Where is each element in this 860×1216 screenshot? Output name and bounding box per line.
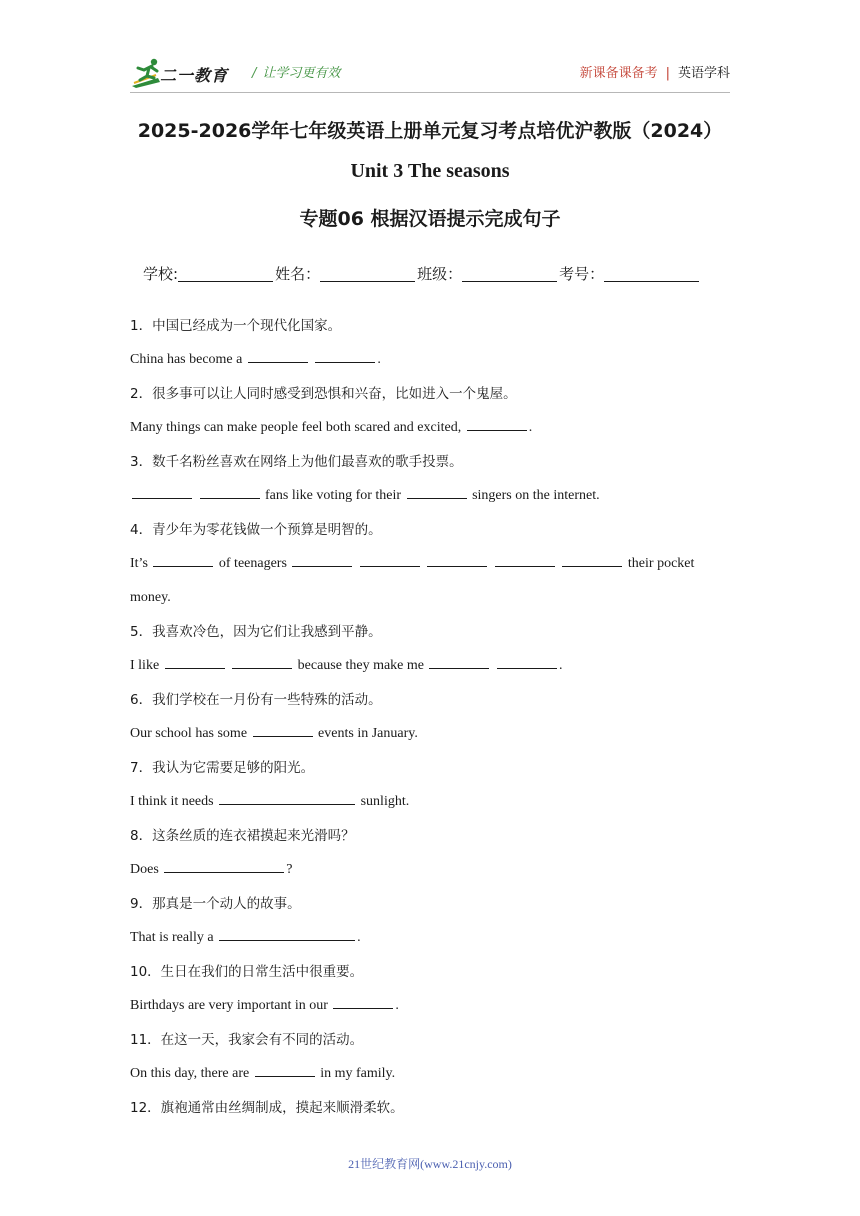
- question-11-sentence: [130, 1057, 730, 1091]
- unit-title: Unit 3 The seasons: [350, 160, 510, 182]
- question-1-sentence: [130, 343, 730, 377]
- footer-source[interactable]: 21世纪教育网(www.21cnjy.com): [348, 1157, 512, 1171]
- question-8-sentence: [130, 853, 730, 887]
- question-11-text: On this day, there are: [130, 1066, 250, 1081]
- answer-blank[interactable]: [164, 858, 284, 873]
- question-1-prompt: 1．中国已经成为一个现代化国家。: [130, 318, 342, 334]
- question-10-prompt: 10．生日在我们的日常生活中很重要。: [130, 964, 364, 980]
- slash-divider-icon: /: [252, 66, 257, 81]
- question-9-sentence: [130, 921, 730, 955]
- question-3-prompt: 3．数千名粉丝喜欢在网络上为他们最喜欢的歌手投票。: [130, 454, 463, 470]
- name-label: 姓名：: [275, 265, 321, 283]
- logo-text: 二一教育: [160, 66, 229, 85]
- question-4-text: It’s: [130, 556, 148, 571]
- student-info-row: [143, 263, 701, 284]
- page-header: [130, 52, 730, 92]
- question-2-text: Many things can make people feel both scared and excited,: [130, 420, 462, 435]
- document-title: 2025-2026学年七年级英语上册单元复习考点培优沪教版（2024）: [137, 120, 723, 142]
- answer-blank[interactable]: [360, 552, 420, 567]
- answer-blank[interactable]: [165, 654, 225, 669]
- answer-blank[interactable]: [253, 722, 313, 737]
- question-10-sentence: [130, 989, 730, 1023]
- answer-blank[interactable]: [562, 552, 622, 567]
- answer-blank[interactable]: [232, 654, 292, 669]
- header-divider: [130, 92, 730, 93]
- question-2-sentence: [130, 411, 730, 445]
- question-6-text: Our school has some: [130, 726, 248, 741]
- class-blank[interactable]: [462, 265, 557, 282]
- question-4-text-mid: of teenagers: [218, 556, 287, 571]
- question-2-end: .: [528, 420, 533, 435]
- brand-logo: [130, 56, 242, 90]
- question-3-text: fans like voting for their: [265, 488, 402, 503]
- answer-blank[interactable]: [427, 552, 487, 567]
- question-4-text-end: their pocket: [627, 556, 695, 571]
- answer-blank[interactable]: [219, 926, 355, 941]
- question-5-prompt: 5．我喜欢冷色，因为它们让我感到平静。: [130, 624, 382, 640]
- slogan: [252, 62, 340, 81]
- question-10-end: .: [395, 998, 399, 1013]
- number-blank[interactable]: [604, 265, 699, 282]
- question-6-prompt: 6．我们学校在一月份有一些特殊的活动。: [130, 692, 382, 708]
- question-1-text: China has become a: [130, 352, 243, 367]
- question-10-text: Birthdays are very important in our: [130, 998, 328, 1013]
- question-6-sentence: [130, 717, 730, 751]
- question-5-sentence: [130, 649, 730, 683]
- header-label-subject: 英语学科: [677, 66, 730, 81]
- answer-blank[interactable]: [333, 994, 393, 1009]
- question-12-prompt: 12．旗袍通常由丝绸制成，摸起来顺滑柔软。: [130, 1100, 404, 1116]
- number-label: 考号：: [559, 265, 605, 283]
- question-4-sentence-cont: money.: [130, 590, 171, 605]
- header-label-course: 新课备课备考: [579, 66, 658, 81]
- question-8-text: Does: [130, 862, 159, 877]
- question-9-end: .: [357, 930, 361, 945]
- question-11-text-end: in my family.: [320, 1066, 396, 1081]
- answer-blank[interactable]: [255, 1062, 315, 1077]
- question-6-text-end: events in January.: [318, 726, 418, 741]
- question-8-prompt: 8．这条丝质的连衣裙摸起来光滑吗？: [130, 828, 355, 844]
- answer-blank[interactable]: [315, 348, 375, 363]
- question-11-prompt: 11．在这一天，我家会有不同的活动。: [130, 1032, 364, 1048]
- answer-blank[interactable]: [153, 552, 213, 567]
- answer-blank[interactable]: [497, 654, 557, 669]
- question-list: [130, 309, 730, 1125]
- question-5-end: .: [558, 658, 563, 673]
- question-7-prompt: 7．我认为它需要足够的阳光。: [130, 760, 315, 776]
- question-7-sentence: [130, 785, 730, 819]
- answer-blank[interactable]: [132, 484, 192, 499]
- header-right: [580, 62, 730, 81]
- school-blank[interactable]: [178, 265, 273, 282]
- question-4-prompt: 4．青少年为零花钱做一个预算是明智的。: [130, 522, 382, 538]
- question-7-text-end: sunlight.: [360, 794, 410, 809]
- question-3-text-end: singers on the internet.: [472, 488, 600, 503]
- class-label: 班级：: [417, 265, 463, 283]
- answer-blank[interactable]: [495, 552, 555, 567]
- question-1-end: .: [377, 352, 381, 367]
- question-7-text: I think it needs: [130, 794, 214, 809]
- question-5-text-mid: because they make me: [297, 658, 424, 673]
- answer-blank[interactable]: [292, 552, 352, 567]
- question-2-prompt: 2．很多事可以让人同时感受到恐惧和兴奋，比如进入一个鬼屋。: [130, 386, 517, 402]
- answer-blank[interactable]: [248, 348, 308, 363]
- question-8-end: ?: [286, 862, 293, 877]
- question-5-text: I like: [130, 658, 160, 673]
- header-separator: |: [665, 66, 670, 81]
- answer-blank[interactable]: [200, 484, 260, 499]
- topic-title: 专题06 根据汉语提示完成句子: [299, 208, 561, 230]
- answer-blank[interactable]: [429, 654, 489, 669]
- answer-blank[interactable]: [407, 484, 467, 499]
- school-label: 学校:: [143, 265, 179, 283]
- answer-blank[interactable]: [219, 790, 355, 805]
- question-3-sentence: [130, 479, 730, 513]
- question-9-prompt: 9．那真是一个动人的故事。: [130, 896, 301, 912]
- name-blank[interactable]: [320, 265, 415, 282]
- answer-blank[interactable]: [467, 416, 527, 431]
- question-4-sentence: [130, 547, 730, 581]
- slogan-text: 让学习更有效: [262, 66, 341, 81]
- question-9-text: That is really a: [130, 930, 214, 945]
